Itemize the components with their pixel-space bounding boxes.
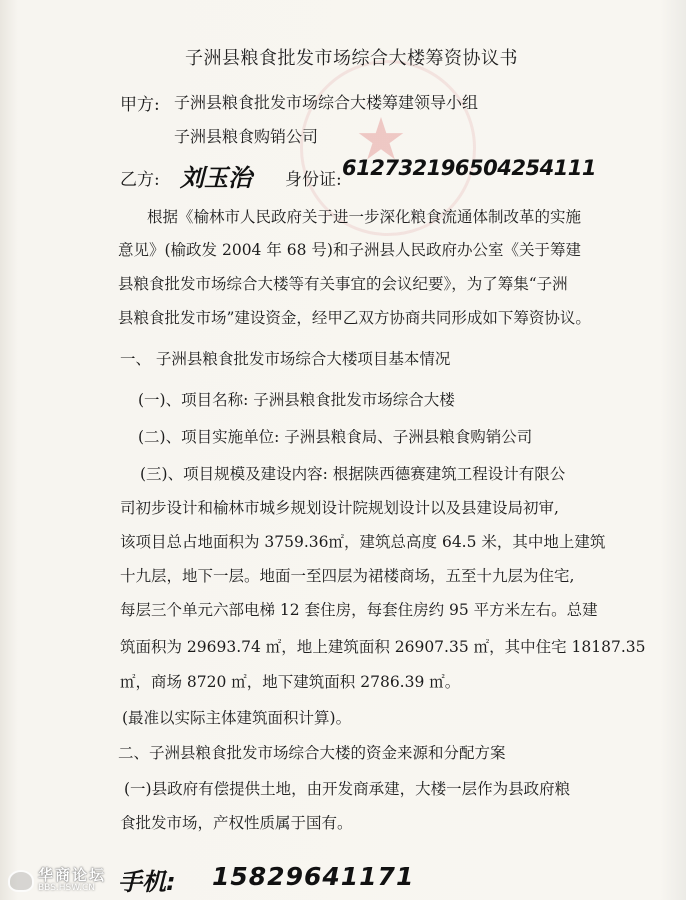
item-2: (二)、项目实施单位: 子洲县粮食局、子洲县粮食购销公司: [138, 428, 533, 446]
item-3-line-4: 十九层，地下一层。地面一至四层为裙楼商场，五至十九层为住宅,: [120, 567, 575, 585]
intro-line-1: 根据《榆林市人民政府关于进一步深化粮食流通体制改革的实施: [147, 208, 582, 226]
party-b-signature: 刘玉治: [180, 164, 252, 192]
item-3-line-7: ㎡，商场 8720 ㎡，地下建筑面积 2786.39 ㎡。: [120, 673, 461, 691]
phone-number: 15829641171: [212, 862, 415, 891]
section-1-heading: 一、 子洲县粮食批发市场综合大楼项目基本情况: [120, 350, 451, 368]
party-b-label: 乙方:: [120, 170, 160, 190]
item-3-line-1: (三)、项目规模及建设内容: 根据陕西德赛建筑工程设计有限公: [140, 465, 566, 483]
id-label: 身份证:: [285, 170, 342, 190]
item-3-line-5: 每层三个单元六部电梯 12 套住房，每套住房约 95 平方米左右。总建: [120, 601, 598, 619]
document-title: 子洲县粮食批发市场综合大楼筹资协议书: [185, 48, 518, 69]
party-a-name-2: 子洲县粮食购销公司: [174, 127, 319, 146]
seal-star-icon: ★: [355, 105, 407, 173]
watermark-sub-text: BBS.HSW.CN: [38, 883, 95, 893]
id-number: 612732196504254111: [342, 156, 597, 180]
watermark-main-text: 华商论坛: [38, 866, 107, 884]
section-2-line-1: (一)县政府有偿提供土地，由开发商承建，大楼一层作为县政府粮: [124, 780, 571, 798]
section-2-line-2: 食批发市场，产权性质属于国有。: [120, 814, 353, 832]
forum-watermark: [8, 864, 138, 896]
item-3-line-6: 筑面积为 29693.74 ㎡，地上建筑面积 26907.35 ㎡，其中住宅 18187.35: [120, 638, 646, 656]
item-3-line-3: 该项目总占地面积为 3759.36㎡，建筑总高度 64.5 米，其中地上建筑: [120, 533, 606, 551]
intro-line-4: 县粮食批发市场”建设资金，经甲乙双方协商共同形成如下筹资协议。: [118, 309, 591, 327]
intro-line-3: 县粮食批发市场综合大楼等有关事宜的会议纪要》，为了筹集“子洲: [118, 275, 568, 293]
section-2-heading: 二、子洲县粮食批发市场综合大楼的资金来源和分配方案: [118, 744, 506, 762]
party-a-name-1: 子洲县粮食批发市场综合大楼筹建领导小组: [174, 93, 479, 112]
intro-line-2: 意见》(榆政发 2004 年 68 号)和子洲县人民政府办公室《关于筹建: [118, 241, 581, 259]
item-1: (一)、项目名称: 子洲县粮食批发市场综合大楼: [138, 391, 455, 409]
party-a-label: 甲方:: [120, 95, 160, 115]
phone-label: 手机:: [118, 868, 176, 896]
area-note: (最准以实际主体建筑面积计算)。: [122, 709, 352, 727]
watermark-logo-icon: [8, 870, 34, 892]
item-3-line-2: 司初步设计和榆林市城乡规划设计院规划设计以及县建设局初审,: [120, 499, 559, 517]
